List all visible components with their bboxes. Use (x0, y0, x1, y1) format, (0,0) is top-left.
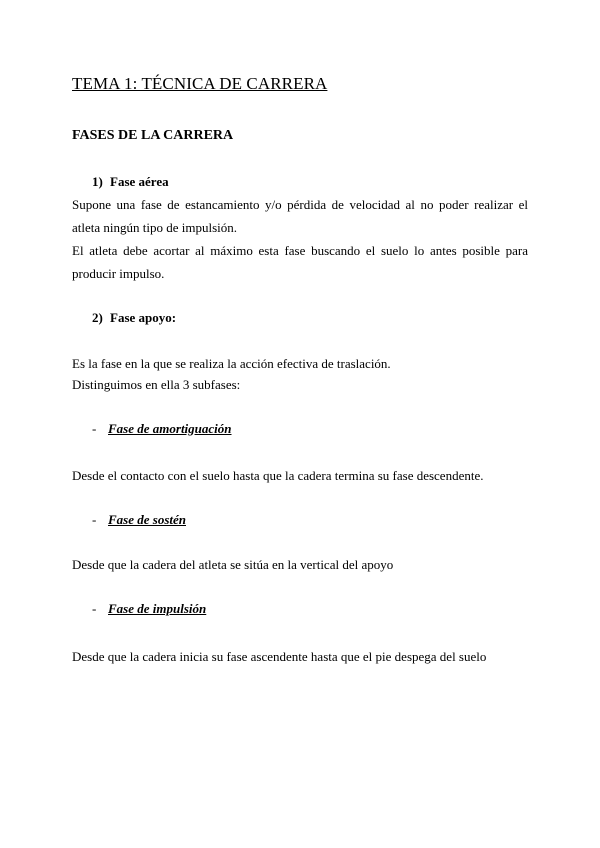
phase2-title: Fase apoyo: (110, 310, 177, 325)
subphase-amortiguacion-title: Fase de amortiguación (108, 421, 232, 436)
subphase-sosten-text: Desde que la cadera del atleta se sitúa en la vertical del apoyo (72, 557, 394, 572)
subphase-sosten-title: Fase de sostén (108, 512, 186, 527)
subphase-impulsion-title: Fase de impulsión (108, 601, 207, 616)
phase2-line-1: Es la fase en la que se realiza la acción efectiva de traslación. (72, 356, 391, 371)
section-title: FASES DE LA CARRERA (72, 128, 234, 143)
subphase-impulsion-text: Desde que la cadera inicia su fase ascendente hasta que el pie despega del suelo (72, 649, 487, 664)
subphase-amortiguacion-text: Desde el contacto con el suelo hasta que la cadera termina su fase descendente. (72, 468, 484, 483)
phase1-paragraph-2: El atleta debe acortar al máximo esta fase buscando el suelo lo antes posible para producir impulso. (72, 243, 528, 281)
subphase-dash: - (92, 601, 97, 616)
subphase-dash: - (92, 512, 97, 527)
phase2-line-2: Distinguimos en ella 3 subfases: (72, 377, 241, 392)
subphase-amortiguacion-heading (92, 421, 232, 437)
document-title: TEMA 1: TÉCNICA DE CARRERA (72, 74, 328, 93)
phase1-heading (92, 174, 169, 190)
phase2-heading (92, 310, 176, 326)
subphase-impulsion-heading (92, 601, 206, 617)
subphase-sosten-heading (92, 512, 186, 528)
phase1-number: 1) (92, 174, 103, 189)
phase1-title: Fase aérea (110, 174, 169, 189)
phase2-number: 2) (92, 310, 103, 325)
phase1-paragraph-1: Supone una fase de estancamiento y/o pérdida de velocidad al no poder realizar el atleta ningún tipo de impulsión. (72, 197, 528, 235)
subphase-dash: - (92, 421, 97, 436)
